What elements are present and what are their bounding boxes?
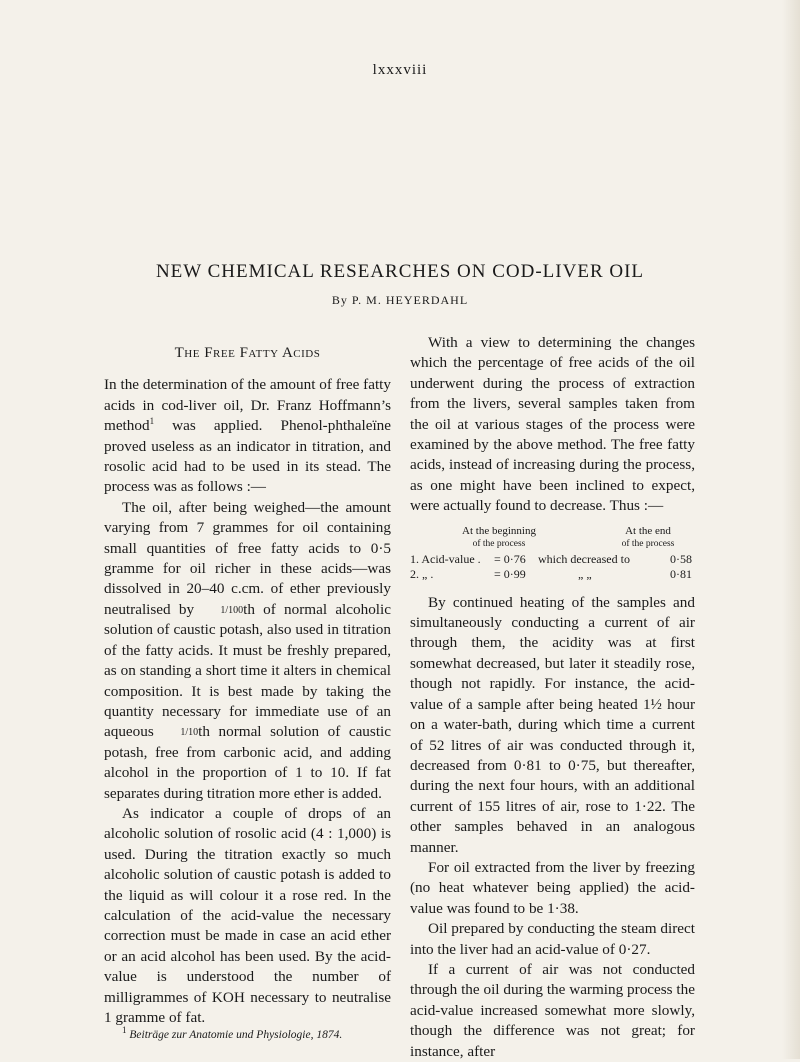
header-end xyxy=(598,525,698,551)
paragraph: If a current of air was not conducted through the oil during the warming process the acid-value increased somewhat more slowly, though the difference was not great; for instance, after xyxy=(410,960,695,1060)
row-label: 2. „ . xyxy=(410,566,434,581)
paragraph: As indicator a couple of drops of an alcoholic solution of rosolic acid (4 : 1,000) is used. During the titration exactly so much alcoholic solution of caustic potash is added to the liquid as will colour it a rose red. In the calculation of the acid-value the necessary correction must be made in case an acid ether or an acid alcohol has been used. By the acid-value is understood the number of milligrammes of KOH necessary to neutralise 1 gramme of fat. xyxy=(104,804,391,1026)
footnote-number: 1 xyxy=(122,1025,127,1036)
acid-value-table xyxy=(410,525,695,583)
header-beginning xyxy=(454,525,544,551)
row-begin-value: = 0·99 xyxy=(494,566,526,581)
row-end-value: 0·81 xyxy=(670,566,692,581)
paragraph xyxy=(104,375,391,497)
paragraph-text: th of normal alcoholic solution of caustic potash, also used in titration of the fatty acids. It must be freshly prepared, as on standing a short time it alters in chemical composition. It is best made by taking the quantity necessary for immediate use of an aqueous xyxy=(104,600,391,741)
footnote-text: Beiträge zur Anatomie und Physiologie, 1874. xyxy=(129,1029,343,1042)
article-author: By P. M. HEYERDAHL xyxy=(331,293,469,307)
header-end-sub: of the process xyxy=(621,538,675,549)
paragraph-text: th normal solution of caustic potash, free from carbonic acid, and adding alcohol in the proportion of 1 to 10. If fat separates during titration more ether is added. xyxy=(104,723,391,802)
paragraph: For oil extracted from the liver by freezing (no heat whatever being applied) the acid-value was found to be 1·38. xyxy=(410,858,695,917)
paragraph xyxy=(104,498,391,804)
page-edge-shadow xyxy=(782,0,800,1059)
table-row xyxy=(410,568,695,583)
row-middle-text: which decreased to xyxy=(538,551,630,566)
paragraph: By continued heating of the samples and simultaneously conducting a current of air through them, the acidity was at first somewhat decreased, but later it steadily rose, though not rapidly. For instance, the acid-value of a sample after being heated 1½ hour on a water-bath, during which time a current of 52 litres of air was conducted through it, decreased from 0·81 to 0·75, but thereafter, during the next four hours, with an additional current of 155 litres of air, rose to 1·22. The other samples behaved in an analogous manner. xyxy=(410,593,695,856)
table-row xyxy=(410,553,695,568)
paragraph-text: In the determination of the amount of free fatty acids in cod-liver oil, Dr. Franz Hoffmann’s method xyxy=(104,376,391,435)
row-end-value: 0·58 xyxy=(670,551,692,566)
header-beginning-label: At the beginning xyxy=(462,524,536,537)
left-column xyxy=(104,333,391,1042)
paragraph-text: was applied. Phenol-phthaleïne proved useless as an indicator in titration, and rosolic acid had to be used in its stead. The process was as follows :— xyxy=(104,417,391,496)
footnote-ref: 1 xyxy=(149,416,155,427)
fraction: 1/100 xyxy=(220,604,244,616)
table-header xyxy=(410,525,695,553)
footnote xyxy=(104,1025,391,1042)
paragraph-text: The oil, after being weighed—the amount varying from 7 grammes for oil containing small quantities of free fatty acids to 0·5 gramme for oil richer in these acids—was dissolved in 20–40 c.cm. of ether previously neutralised by xyxy=(104,498,391,618)
header-end-label: At the end xyxy=(625,524,671,537)
right-column xyxy=(410,333,695,1062)
row-begin-value: = 0·76 xyxy=(494,551,526,566)
row-middle-text: „ „ xyxy=(578,566,592,581)
header-beginning-sub: of the process xyxy=(472,538,526,549)
page-number: lxxxviii xyxy=(372,62,428,78)
article-title: NEW CHEMICAL RESEARCHES ON COD-LIVER OIL xyxy=(155,261,645,282)
fraction: 1/10 xyxy=(180,727,199,739)
paragraph: Oil prepared by conducting the steam direct into the liver had an acid-value of 0·27. xyxy=(410,920,695,958)
row-label: 1. Acid-value . xyxy=(410,551,481,566)
paragraph: With a view to determining the changes which the percentage of free acids of the oil underwent during the process of extraction from the livers, several samples taken from the oil at various stages of the process were examined by the above method. The free fatty acids, instead of increasing during the process, as one might have been inclined to expect, were actually found to decrease. Thus :— xyxy=(410,334,695,515)
section-title: The Free Fatty Acids xyxy=(174,345,321,361)
